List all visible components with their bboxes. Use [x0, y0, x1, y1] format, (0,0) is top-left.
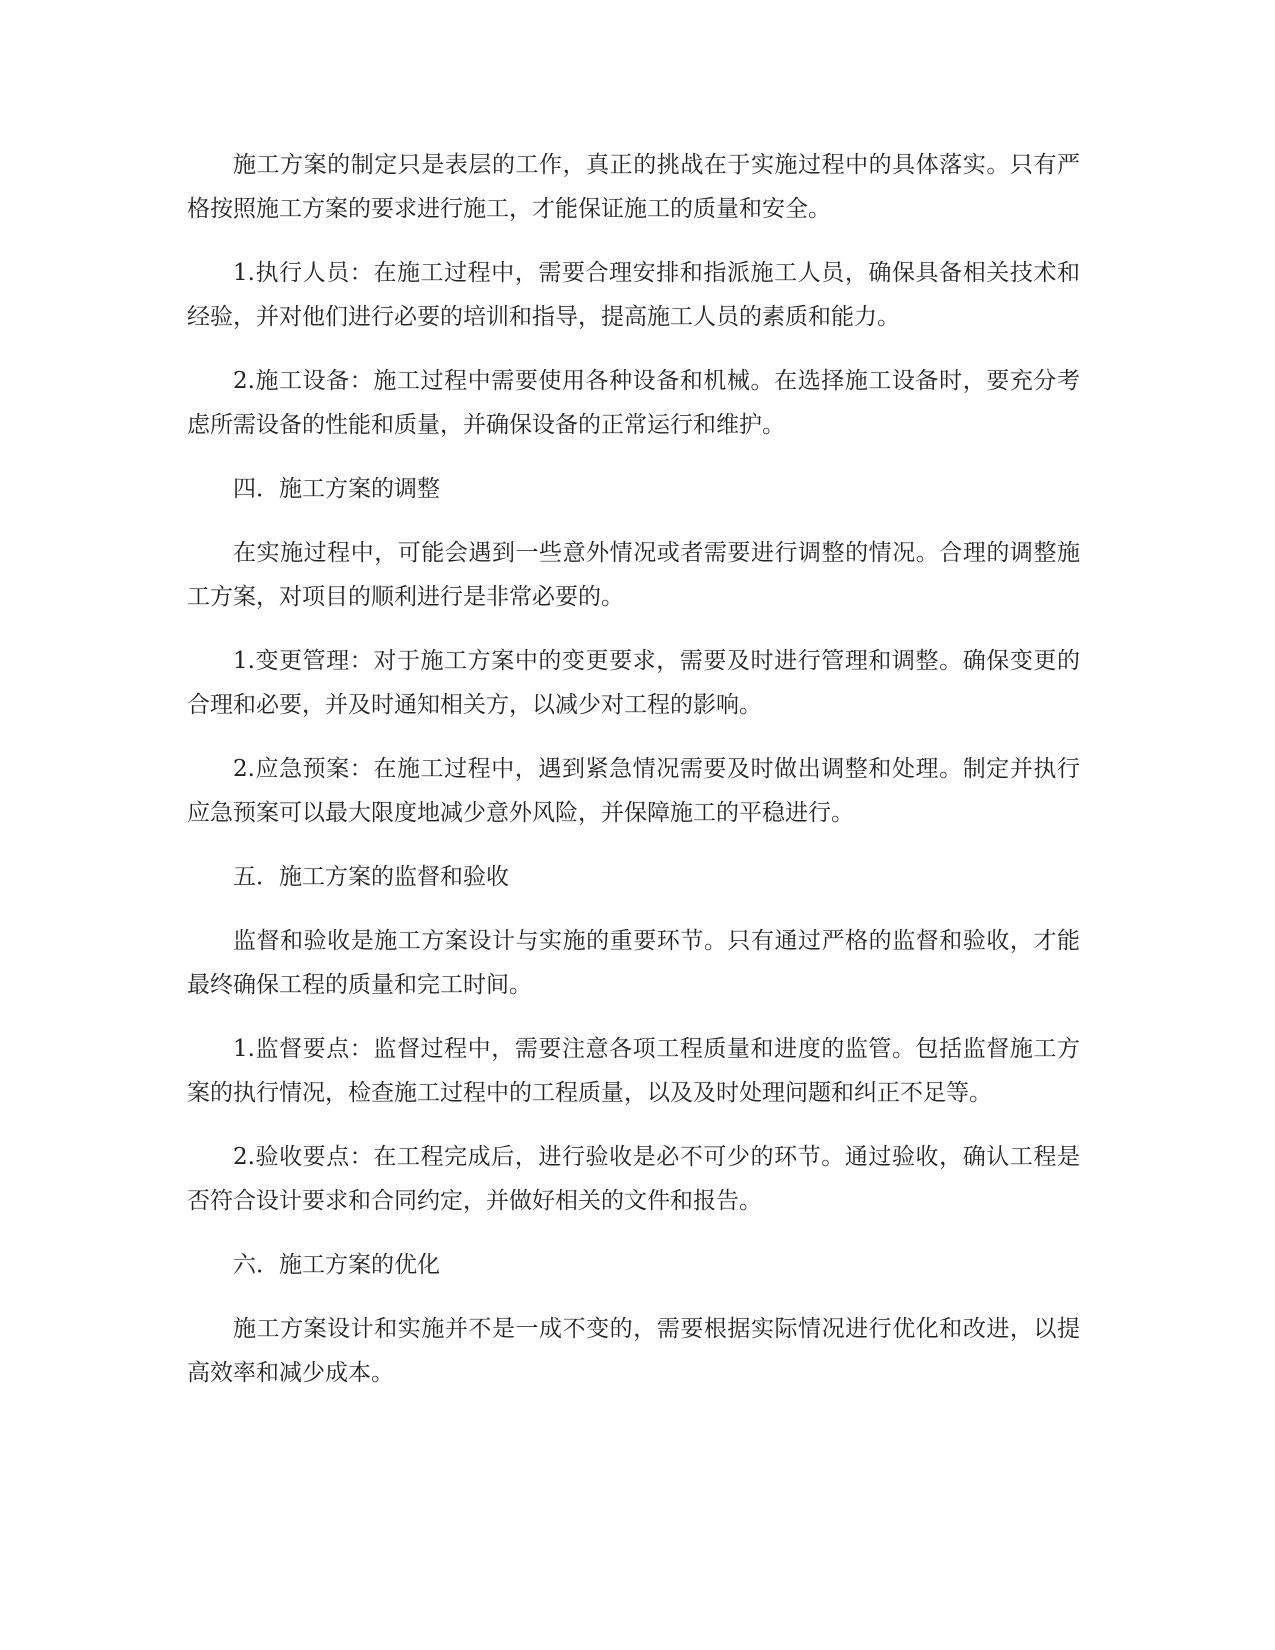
paragraph-optimization-intro: 施工方案设计和实施并不是一成不变的，需要根据实际情况进行优化和改进，以提高效率和减少成本。	[187, 1316, 1080, 1386]
paragraph-emergency-plan: 2.应急预案：在施工过程中，遇到紧急情况需要及时做出调整和处理。制定并执行应急预案可以最大限度地减少意外风险，并保障施工的平稳进行。	[187, 756, 1080, 826]
paragraph-supervision-intro: 监督和验收是施工方案设计与实施的重要环节。只有通过严格的监督和验收，才能最终确保工程的质量和完工时间。	[187, 928, 1080, 998]
document-page	[187, 143, 1080, 1415]
paragraph-personnel: 1.执行人员：在施工过程中，需要合理安排和指派施工人员，确保具备相关技术和经验，并对他们进行必要的培训和指导，提高施工人员的素质和能力。	[187, 260, 1080, 330]
paragraph-implementation-intro: 施工方案的制定只是表层的工作，真正的挑战在于实施过程中的具体落实。只有严格按照施工方案的要求进行施工，才能保证施工的质量和安全。	[187, 152, 1080, 222]
paragraph-acceptance-points: 2.验收要点：在工程完成后，进行验收是必不可少的环节。通过验收，确认工程是否符合设计要求和合同约定，并做好相关的文件和报告。	[187, 1144, 1080, 1214]
paragraph-adjustment-intro: 在实施过程中，可能会遇到一些意外情况或者需要进行调整的情况。合理的调整施工方案，对项目的顺利进行是非常必要的。	[187, 540, 1080, 610]
paragraph-supervision-points: 1.监督要点：监督过程中，需要注意各项工程质量和进度的监管。包括监督施工方案的执行情况，检查施工过程中的工程质量，以及及时处理问题和纠正不足等。	[187, 1036, 1080, 1106]
section-heading-adjustment: 四．施工方案的调整	[233, 476, 440, 502]
paragraph-equipment: 2.施工设备：施工过程中需要使用各种设备和机械。在选择施工设备时，要充分考虑所需设备的性能和质量，并确保设备的正常运行和维护。	[187, 368, 1080, 438]
section-heading-optimization: 六．施工方案的优化	[233, 1252, 440, 1278]
section-heading-supervision: 五．施工方案的监督和验收	[233, 864, 509, 890]
paragraph-change-management: 1.变更管理：对于施工方案中的变更要求，需要及时进行管理和调整。确保变更的合理和必要，并及时通知相关方，以减少对工程的影响。	[187, 648, 1080, 718]
